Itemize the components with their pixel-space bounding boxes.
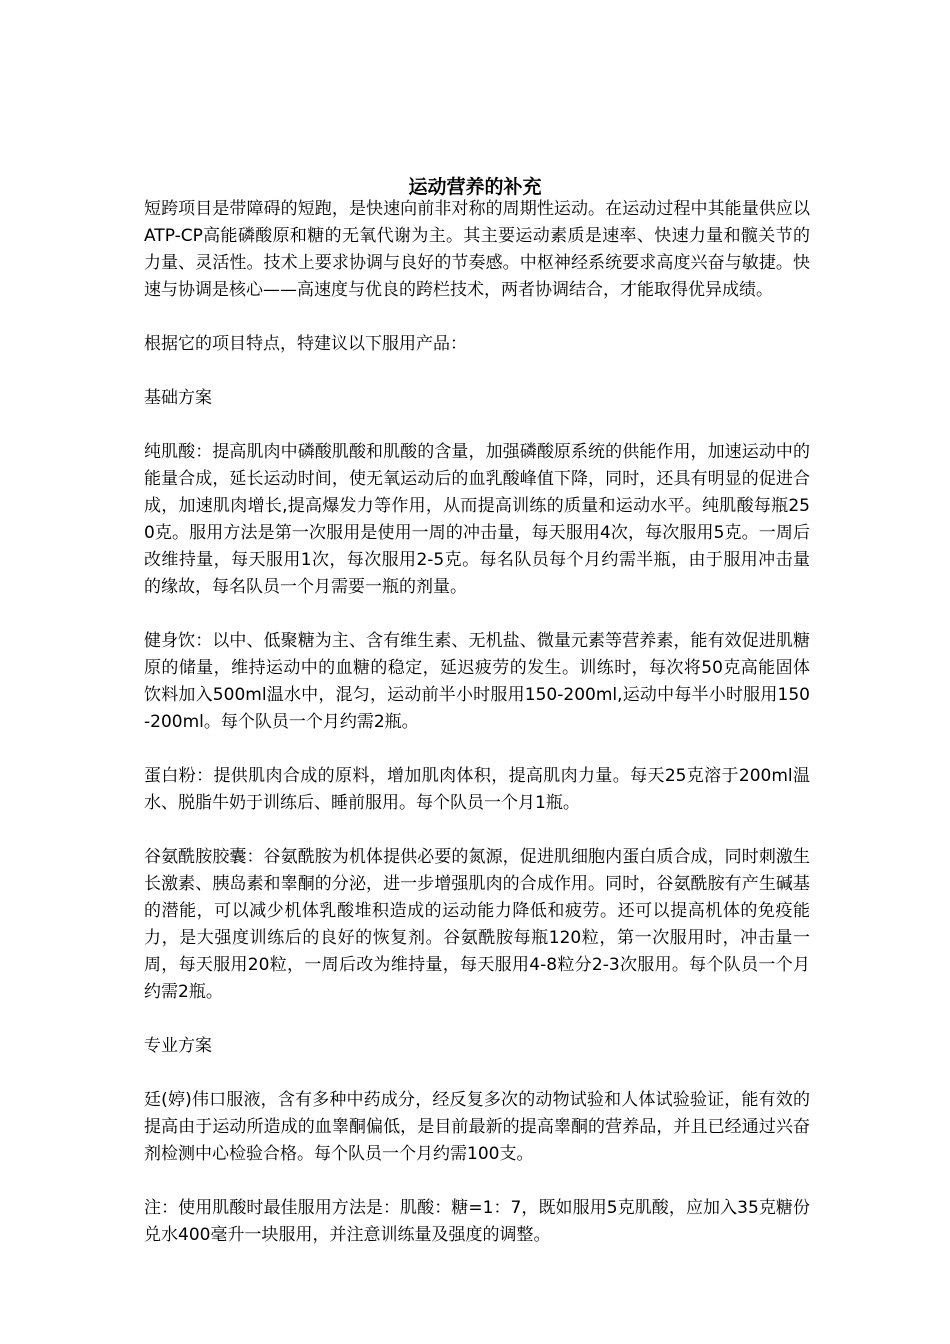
section-heading-basic-plan: 基础方案 <box>144 388 212 408</box>
note-paragraph: 注：使用肌酸时最佳服用方法是：肌酸：糖=1：7，既如服用5克肌酸，应加入35克糖份兑水400毫升一块服用，并注意训练量及强度的调整。 <box>144 1198 810 1245</box>
creatine-paragraph: 纯肌酸：提高肌肉中磷酸肌酸和肌酸的含量，加强磷酸原系统的供能作用，加速运动中的能量合成，延长运动时间，使无氧运动后的血乳酸峰值下降，同时，还具有明显的促进合成，加速肌肉增长,提高爆发力等作用，从而提高训练的质量和运动水平。纯肌酸每瓶250克。服用方法是第一次服用是使用一周的冲击量，每天服用4次，每次服用5克。一周后改维持量，每天服用1次，每次服用2-5克。每名队员每个月约需半瓶，由于服用冲击量的缘故，每名队员一个月需要一瓶的剂量。 <box>144 442 810 597</box>
glutamine-paragraph: 谷氨酰胺胶囊：谷氨酰胺为机体提供必要的氮源，促进肌细胞内蛋白质合成，同时刺激生长激素、胰岛素和睾酮的分泌，进一步增强肌肉的合成作用。同时，谷氨酰胺有产生碱基的潜能，可以减少机体乳酸堆积造成的运动能力降低和疲劳。还可以提高机体的免疫能力，是大强度训练后的良好的恢复剂。谷氨酰胺每瓶120粒，第一次服用时，冲击量一周，每天服用20粒，一周后改为维持量，每天服用4-8粒分2-3次服用。每个队员一个月约需2瓶。 <box>144 847 810 1002</box>
document-title: 运动营养的补充 <box>408 176 542 198</box>
recommendation-paragraph: 根据它的项目特点，特建议以下服用产品： <box>144 334 467 354</box>
section-heading-professional-plan: 专业方案 <box>144 1036 212 1056</box>
fitness-drink-paragraph: 健身饮：以中、低聚糖为主、含有维生素、无机盐、微量元素等营养素，能有效促进肌糖原的储量，维持运动中的血糖的稳定，延迟疲劳的发生。训练时，每次将50克高能固体饮料加入500ml温水中，混匀，运动前半小时服用150-200ml,运动中每半小时服用150-200ml。每个队员一个月约需2瓶。 <box>144 631 810 732</box>
intro-paragraph: 短跨项目是带障碍的短跑，是快速向前非对称的周期性运动。在运动过程中其能量供应以ATP-CP高能磷酸原和糖的无氧代谢为主。其主要运动素质是速率、快速力量和髋关节的力量、灵活性。技术上要求协调与良好的节奏感。中枢神经系统要求高度兴奋与敏捷。快速与协调是核心——高速度与优良的跨栏技术，两者协调结合，才能取得优异成绩。 <box>144 199 810 300</box>
protein-powder-paragraph: 蛋白粉：提供肌肉合成的原料，增加肌肉体积，提高肌肉力量。每天25克溶于200ml温水、脱脂牛奶于训练后、睡前服用。每个队员一个月1瓶。 <box>144 766 810 813</box>
oral-liquid-paragraph: 廷(婷)伟口服液，含有多种中药成分，经反复多次的动物试验和人体试验验证，能有效的提高由于运动所造成的血睾酮偏低，是目前最新的提高睾酮的营养品，并且已经通过兴奋剂检测中心检验合格。每个队员一个月约需100支。 <box>144 1090 810 1164</box>
document-body <box>144 196 810 1249</box>
